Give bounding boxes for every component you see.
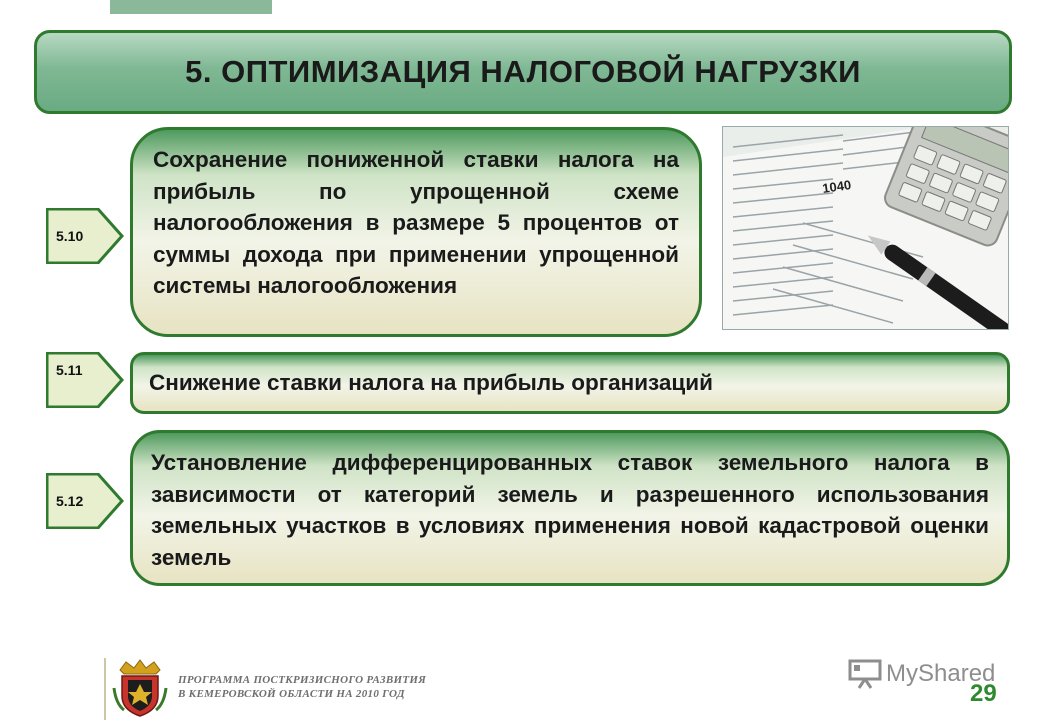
top-accent-strip: [110, 0, 272, 14]
item-text: Сохранение пониженной ставки налога на прибыль по упрощенной схеме налогообложения в размере 5 процентов от суммы дохода при применении упрощенной системы налогообложения: [153, 147, 679, 298]
title-banner: [34, 30, 1012, 114]
item-card: [130, 352, 1010, 414]
item-number: 5.12: [56, 493, 84, 509]
coat-of-arms-icon: [112, 658, 168, 718]
page-number: 29: [970, 680, 997, 707]
item-card: [130, 127, 702, 337]
item-text: Установление дифференцированных ставок земельного налога в зависимости от категорий земель и разрешенного использования земельных участков в условиях применения новой кадастровой оценки земель: [151, 450, 989, 570]
item-number-badge: [46, 473, 124, 529]
item-number-badge: [46, 352, 124, 408]
item-number: 5.10: [56, 228, 84, 244]
item-text: Снижение ставки налога на прибыль организаций: [149, 370, 713, 395]
item-number: 5.11: [56, 362, 83, 378]
slide-title: 5. ОПТИМИЗАЦИЯ НАЛОГОВОЙ НАГРУЗКИ: [185, 54, 861, 89]
footer-program-title: [178, 673, 478, 701]
item-number-badge: [46, 208, 124, 264]
tax-form-calculator-photo: [722, 126, 1009, 330]
footer-divider: [104, 658, 106, 720]
form-1040-label: 1040: [821, 177, 853, 196]
footer-line-1: ПРОГРАММА ПОСТКРИЗИСНОГО РАЗВИТИЯ: [178, 674, 427, 686]
item-card: [130, 430, 1010, 586]
watermark-text: MyShared: [886, 660, 996, 687]
presentation-board-icon: [848, 659, 882, 689]
tax-form-illustration: [723, 127, 1009, 330]
footer-line-2: В КЕМЕРОВСКОЙ ОБЛАСТИ НА 2010 ГОД: [178, 688, 405, 700]
